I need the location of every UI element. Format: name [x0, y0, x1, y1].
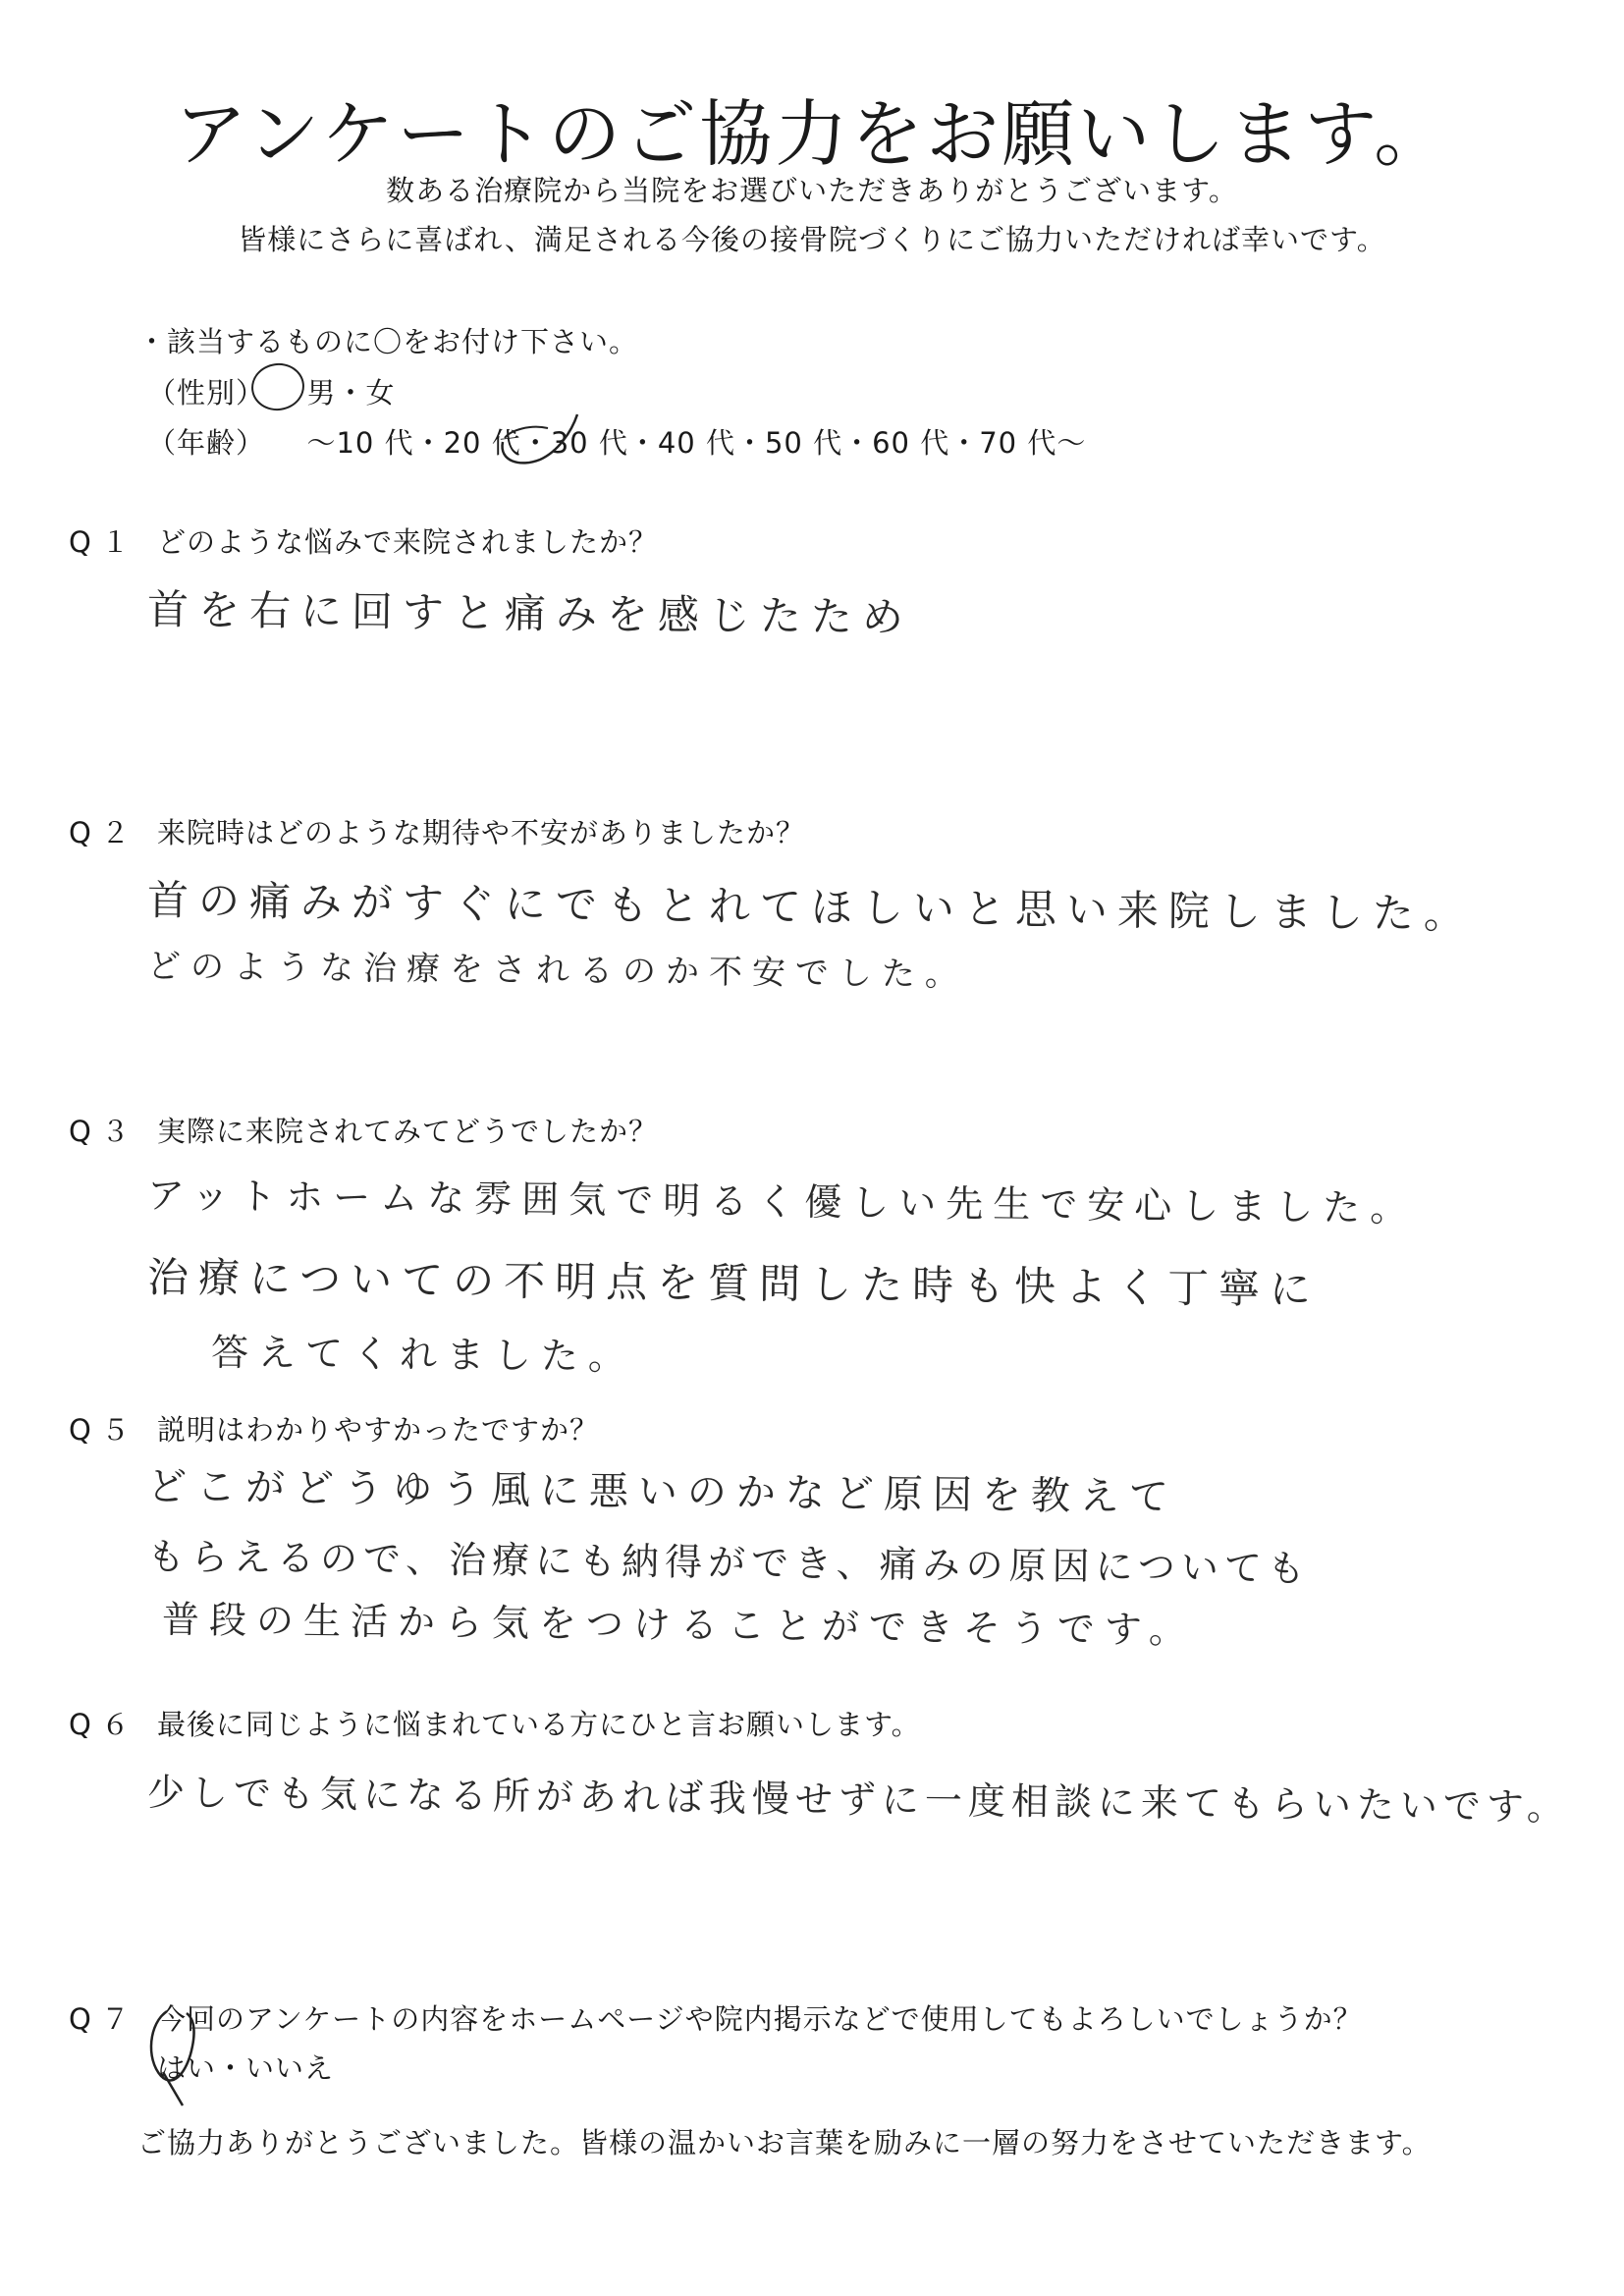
q2-number: Q２ [69, 816, 139, 849]
q7-separator: ・ [216, 2051, 246, 2085]
intro-line-2: 皆様にさらに喜ばれ、満足される今後の接骨院づくりにご協力いただければ幸いです。 [238, 223, 1386, 256]
age-option-60s[interactable]: ・60 代 [842, 426, 950, 460]
q7-selection-mark [128, 2003, 226, 2111]
q6-number: Q６ [69, 1708, 139, 1741]
age-option-20s[interactable]: ・20 代 [413, 426, 521, 460]
age-option-70s[interactable]: ・70 代〜 [949, 426, 1087, 460]
intro-line-1: 数ある治療院から当院をお選びいただきありがとうございます。 [386, 174, 1238, 207]
gender-separator: ・ [336, 376, 366, 410]
age-option-50s[interactable]: ・50 代 [734, 426, 843, 460]
gender-label: （性別） [147, 376, 266, 410]
age-option-30s[interactable]: ・30 代 [520, 426, 628, 460]
closing-message: ご協力ありがとうございました。皆様の温かいお言葉を励みに一層の努力をさせていただきます。 [137, 2126, 1432, 2159]
q2-answer-line-1: 首の痛みがすぐにでもとれてほしいと思い来院しました。 [146, 876, 1476, 939]
q5-number: Q５ [69, 1413, 139, 1447]
instruction-text: ・該当するものに〇をお付け下さい。 [137, 325, 639, 358]
q3-number: Q３ [69, 1115, 139, 1148]
page-title: アンケートのご協力をお願いします。 [174, 92, 1450, 177]
q3-answer-line-2: 治療についての不明点を質問した時も快よく丁寧に [146, 1253, 1322, 1314]
q7-number: Q７ [69, 2002, 139, 2036]
q3-answer-line-3: 答えてくれました。 [210, 1331, 636, 1379]
q3-question: 実際に来院されてみてどうでしたか？ [157, 1115, 659, 1148]
q1-number: Q１ [69, 525, 139, 559]
q6-answer-line-1: 少しでも気になる所があれば我慢せずに一度相談に来てもらいたいです。 [146, 1771, 1571, 1830]
age-option-40s[interactable]: ・40 代 [627, 426, 735, 460]
q7-option-no[interactable]: いいえ [245, 2051, 335, 2085]
q2-question: 来院時はどのような期待や不安がありましたか？ [157, 816, 806, 849]
q6-question: 最後に同じように悩まれている方にひと言お願いします。 [157, 1708, 921, 1741]
q1-answer-line-1: 首を右に回すと痛みを感じたため [146, 585, 914, 642]
age-row [147, 421, 1086, 462]
age-selection-mark [491, 403, 589, 481]
q5-question: 説明はわかりやすかったですか？ [157, 1413, 600, 1447]
age-label: （年齢） [147, 426, 266, 460]
q5-answer-line-1: どこがどうゆう風に悪いのかなど原因を教えて [146, 1464, 1179, 1520]
gender-option-female[interactable]: 女 [365, 376, 396, 410]
gender-option-male[interactable]: 男 [306, 376, 337, 410]
q2-answer-line-2: どのような治療をされるのか不安でした。 [146, 947, 969, 995]
age-option-10s[interactable]: 〜10 代 [306, 426, 414, 460]
q7-option-yes[interactable]: はい [157, 2051, 217, 2085]
q5-answer-line-2: もらえるので、治療にも納得ができ、痛みの原因についても [146, 1535, 1312, 1591]
q3-answer-line-1: アットホームな雰囲気で明るく優しい先生で安心しました。 [146, 1174, 1418, 1230]
q5-answer-line-3: 普段の生活から気をつけることができそうです。 [161, 1598, 1197, 1653]
q7-question: 今回のアンケートの内容をホームページや院内掲示などで使用してもよろしいでしょうか？ [157, 2002, 1363, 2036]
q1-question: どのような悩みで来院されましたか？ [157, 525, 659, 559]
